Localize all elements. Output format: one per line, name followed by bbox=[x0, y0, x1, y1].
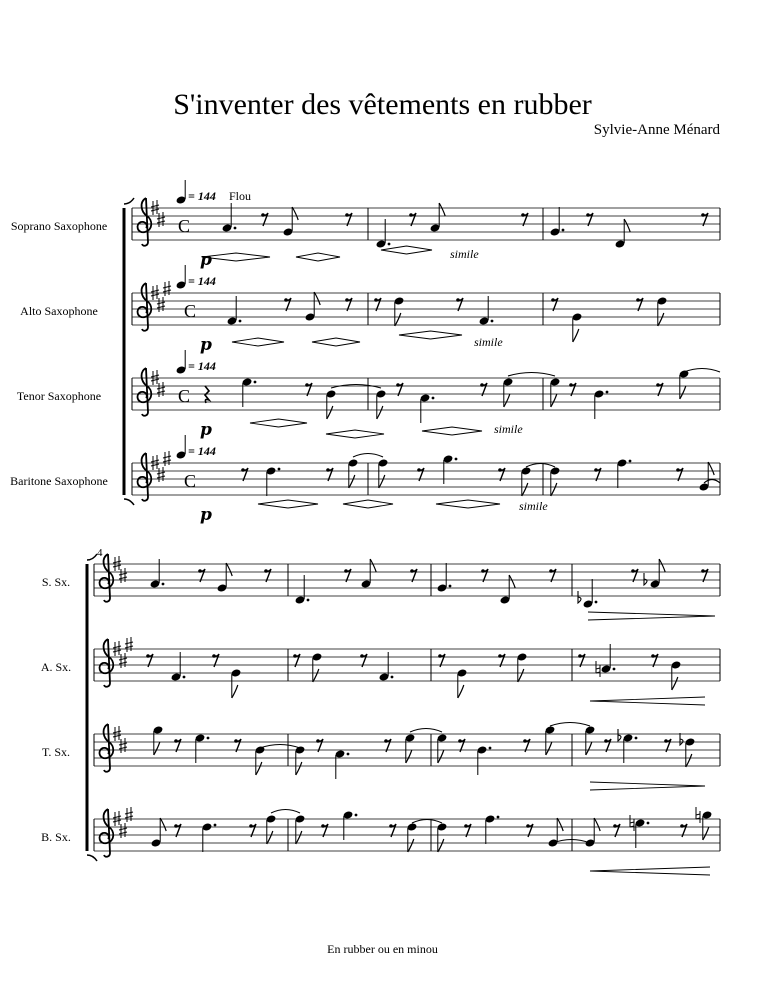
note-dot bbox=[491, 320, 494, 323]
note-flag bbox=[314, 292, 320, 305]
treble-clef-icon bbox=[138, 198, 152, 246]
key-sharp bbox=[151, 455, 159, 470]
expression-flou: Flou bbox=[229, 189, 252, 203]
score-title: S'inventer des vêtements en rubber bbox=[173, 88, 592, 121]
key-sharp bbox=[157, 467, 165, 482]
key-sharp bbox=[119, 823, 127, 838]
tie bbox=[412, 820, 442, 824]
simile-marking: simile bbox=[450, 247, 479, 261]
hairpin bbox=[436, 500, 500, 508]
hairpin bbox=[232, 338, 284, 346]
time-signature: C bbox=[178, 386, 191, 406]
instrument-name-alto: Alto Saxophone bbox=[20, 304, 98, 318]
note-flag bbox=[327, 406, 333, 419]
tie bbox=[410, 729, 442, 733]
note-flag bbox=[522, 483, 528, 496]
time-signature: C bbox=[184, 301, 197, 321]
note-flag bbox=[672, 677, 678, 690]
note-flag bbox=[624, 219, 630, 232]
instrument-abbr-tenor: T. Sx. bbox=[41, 745, 71, 759]
treble-clef-icon bbox=[100, 724, 114, 772]
note-flag bbox=[395, 313, 401, 326]
hairpin bbox=[258, 500, 318, 508]
key-sharp bbox=[125, 807, 133, 822]
treble-clef-icon bbox=[138, 453, 152, 501]
key-sharp bbox=[113, 726, 121, 741]
note-flag bbox=[557, 818, 563, 831]
instrument-name-tenor: Tenor Saxophone bbox=[16, 389, 102, 403]
note-flag bbox=[573, 329, 579, 342]
note-dot bbox=[562, 229, 565, 232]
hairpin bbox=[399, 331, 462, 339]
key-sharp bbox=[157, 297, 165, 312]
note-flag bbox=[438, 839, 444, 852]
note-flag bbox=[518, 669, 524, 682]
key-sharp bbox=[113, 811, 121, 826]
hairpin bbox=[202, 253, 270, 261]
tie bbox=[526, 464, 555, 468]
key-sharp bbox=[119, 738, 127, 753]
hairpin bbox=[381, 246, 432, 254]
hairpin bbox=[326, 430, 384, 438]
note-flag bbox=[438, 750, 444, 763]
composer-name: Sylvie-Anne Ménard bbox=[593, 122, 720, 138]
key-sharp bbox=[163, 281, 171, 296]
instrument-abbr-alto: A. Sx. bbox=[40, 660, 72, 674]
note-flag bbox=[504, 394, 510, 407]
note-dot bbox=[432, 397, 435, 400]
key-sharp bbox=[157, 382, 165, 397]
note-dot bbox=[629, 460, 632, 463]
note-dot bbox=[635, 737, 638, 740]
note-dot bbox=[162, 583, 165, 586]
note-flag bbox=[160, 818, 166, 831]
note-flag bbox=[256, 762, 262, 775]
treble-clef-icon bbox=[138, 368, 152, 416]
note-flag bbox=[377, 406, 383, 419]
time-signature: C bbox=[184, 471, 197, 491]
note-flag bbox=[680, 386, 686, 399]
note-dot bbox=[307, 599, 310, 602]
hairpin bbox=[296, 253, 340, 261]
key-sharp bbox=[163, 451, 171, 466]
instrument-name-soprano: Soprano Saxophone bbox=[10, 219, 108, 233]
tie bbox=[550, 723, 590, 727]
simile-marking: simile bbox=[474, 335, 503, 349]
note-dot bbox=[388, 243, 391, 246]
note-flag bbox=[659, 559, 665, 572]
note-flag bbox=[551, 394, 557, 407]
note-flag bbox=[458, 685, 464, 698]
instrument-abbr-baritone: B. Sx. bbox=[41, 830, 71, 844]
tie bbox=[684, 369, 720, 373]
note-flag bbox=[296, 831, 302, 844]
hairpin bbox=[312, 338, 360, 346]
hairpin-crescendo bbox=[590, 697, 705, 705]
note-dot bbox=[455, 458, 458, 461]
note-flag bbox=[313, 669, 319, 682]
key-sharp bbox=[119, 568, 127, 583]
note-flag bbox=[226, 563, 232, 576]
note-flag bbox=[658, 313, 664, 326]
hairpin bbox=[343, 500, 393, 508]
flat-icon bbox=[644, 573, 647, 585]
note-flag bbox=[370, 559, 376, 572]
note-dot bbox=[239, 320, 242, 323]
hairpin bbox=[250, 419, 307, 427]
natural-icon bbox=[596, 661, 600, 677]
key-sharp bbox=[151, 370, 159, 385]
simile-marking: simile bbox=[519, 499, 548, 513]
key-sharp bbox=[151, 200, 159, 215]
note-flag bbox=[703, 827, 709, 840]
note-dot bbox=[606, 391, 609, 394]
natural-icon bbox=[630, 815, 634, 831]
note-flag bbox=[154, 742, 160, 755]
note-dot bbox=[489, 747, 492, 750]
treble-clef-icon bbox=[100, 809, 114, 857]
note-dot bbox=[355, 814, 358, 817]
tempo-marking: = 144 bbox=[188, 444, 216, 458]
note-flag bbox=[292, 207, 298, 220]
dynamic-piano: p bbox=[200, 250, 212, 270]
note-dot bbox=[391, 676, 394, 679]
note-flag bbox=[586, 742, 592, 755]
hairpin-crescendo bbox=[590, 867, 710, 875]
tempo-marking: = 144 bbox=[188, 189, 216, 203]
tie bbox=[704, 480, 720, 484]
note-dot bbox=[613, 668, 616, 671]
quarter-rest bbox=[205, 386, 209, 403]
hairpin bbox=[422, 427, 482, 435]
note-flag bbox=[708, 462, 714, 475]
key-sharp bbox=[119, 653, 127, 668]
note-flag bbox=[439, 203, 445, 216]
dynamic-piano: p bbox=[200, 505, 212, 525]
tie bbox=[508, 373, 555, 377]
note-flag bbox=[546, 742, 552, 755]
tempo-marking: = 144 bbox=[188, 359, 216, 373]
flat-icon bbox=[618, 729, 621, 741]
treble-clef-icon bbox=[100, 639, 114, 687]
note-flag bbox=[406, 750, 412, 763]
note-dot bbox=[278, 468, 281, 471]
measure-number: 4 bbox=[97, 547, 103, 559]
key-sharp bbox=[151, 285, 159, 300]
tie bbox=[260, 745, 300, 749]
key-sharp bbox=[113, 641, 121, 656]
tie bbox=[353, 454, 383, 458]
note-flag bbox=[232, 685, 238, 698]
note-dot bbox=[214, 824, 217, 827]
note-dot bbox=[449, 585, 452, 588]
note-dot bbox=[254, 381, 257, 384]
note-flag bbox=[349, 475, 355, 488]
note-flag bbox=[686, 754, 692, 767]
dynamic-piano: p bbox=[200, 420, 212, 440]
note-dot bbox=[183, 676, 186, 679]
treble-clef-icon bbox=[138, 283, 152, 331]
note-flag bbox=[379, 475, 385, 488]
key-sharp bbox=[125, 637, 133, 652]
note-flag bbox=[551, 483, 557, 496]
flat-icon bbox=[578, 591, 581, 603]
time-signature: C bbox=[178, 216, 191, 236]
simile-marking: simile bbox=[494, 422, 523, 436]
natural-icon bbox=[696, 807, 700, 823]
key-sharp bbox=[113, 556, 121, 571]
note-dot bbox=[647, 822, 650, 825]
hairpin-diminuendo bbox=[588, 612, 715, 620]
note-dot bbox=[595, 601, 598, 604]
tie bbox=[271, 810, 300, 814]
key-sharp bbox=[157, 212, 165, 227]
note-flag bbox=[509, 575, 515, 588]
note-dot bbox=[207, 737, 210, 740]
dynamic-piano: p bbox=[200, 335, 212, 355]
note-flag bbox=[267, 831, 273, 844]
tempo-marking: = 144 bbox=[188, 274, 216, 288]
flat-icon bbox=[680, 733, 683, 745]
note-flag bbox=[296, 762, 302, 775]
hairpin-diminuendo bbox=[590, 782, 705, 790]
instrument-name-baritone: Baritone Saxophone bbox=[10, 474, 108, 488]
note-dot bbox=[234, 227, 237, 230]
instrument-abbr-soprano: S. Sx. bbox=[41, 575, 71, 589]
footer-text: En rubber ou en minou bbox=[327, 942, 438, 956]
note-dot bbox=[347, 753, 350, 756]
treble-clef-icon bbox=[100, 554, 114, 602]
note-dot bbox=[497, 816, 500, 819]
note-flag bbox=[408, 839, 414, 852]
note-flag bbox=[594, 818, 600, 831]
